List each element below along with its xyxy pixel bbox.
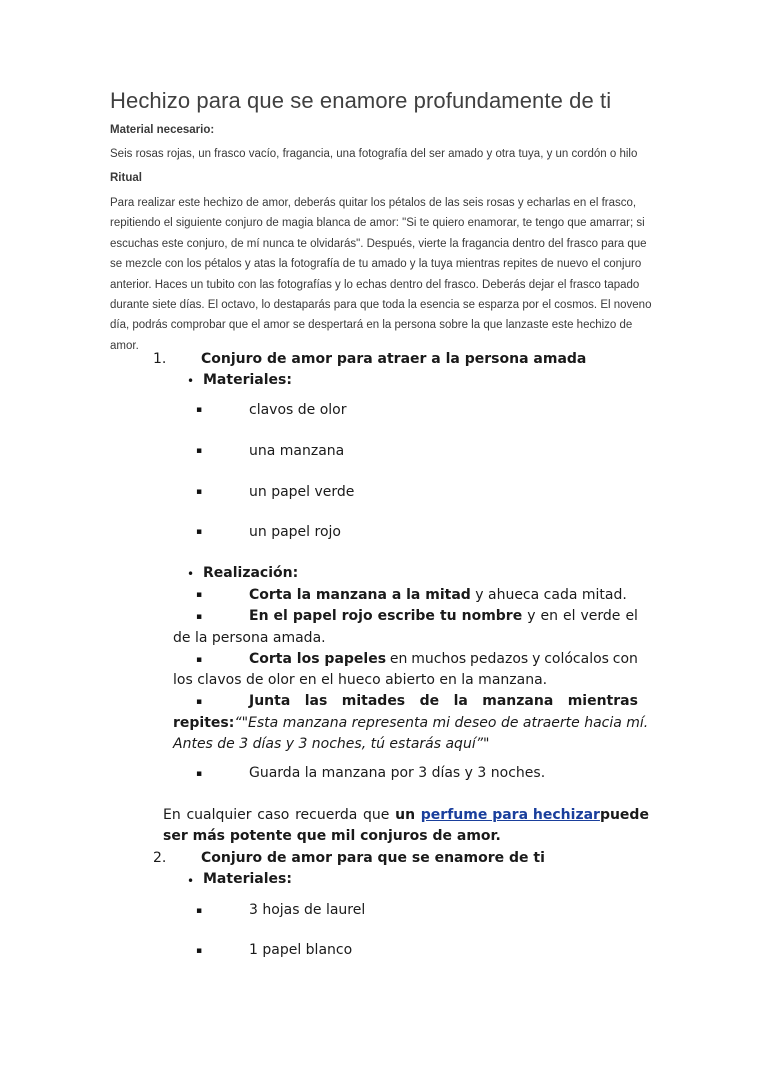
page-title: Hechizo para que se enamore profundamente de ti: [110, 88, 612, 113]
materials-label-2: Materiales:: [203, 871, 292, 887]
perfume-link[interactable]: perfume para hechizar: [420, 807, 600, 823]
step-4-line1: Junta las mitades de la manzana mientras: [249, 693, 638, 709]
material-item: una manzana: [249, 443, 345, 459]
square-bullet: ▪: [196, 769, 203, 779]
step-1: Corta la manzana a la mitad y ahueca cada mitad.: [249, 587, 627, 603]
section2-heading: Conjuro de amor para que se enamore de ti: [201, 850, 545, 866]
square-bullet: ▪: [196, 405, 203, 415]
material-text: Seis rosas rojas, un frasco vacío, fragancia, una fotografía del ser amado y otra tuya, y un cordón o hilo: [110, 148, 638, 160]
material-heading: Material necesario:: [110, 124, 215, 136]
note-line1: En cualquier caso recuerda que un perfume para hechizarpuede: [163, 807, 649, 823]
square-bullet: ▪: [196, 446, 203, 456]
section2-number: 2.: [153, 850, 167, 866]
square-bullet: ▪: [196, 527, 203, 537]
section1-number: 1.: [153, 351, 167, 367]
square-bullet: ▪: [196, 946, 203, 956]
ritual-line: durante siete días. El octavo, lo destaparás para que toda la esencia se esparza por el cosmos. El noveno: [110, 299, 652, 312]
step-5: Guarda la manzana por 3 días y 3 noches.: [249, 765, 546, 781]
square-bullet: ▪: [196, 697, 203, 707]
square-bullet: ▪: [196, 612, 203, 622]
ritual-line: escuchas este conjuro, de mí nunca te olvidarás". Después, vierte la fragancia dentro del frasco para que: [110, 237, 647, 250]
material-item: clavos de olor: [249, 402, 347, 418]
step-2-line1: En el papel rojo escribe tu nombre y en el verde el: [249, 608, 638, 624]
round-bullet: •: [187, 374, 195, 388]
material-item: un papel rojo: [249, 524, 341, 540]
square-bullet: ▪: [196, 906, 203, 916]
material-item: 1 papel blanco: [249, 942, 353, 958]
square-bullet: ▪: [196, 655, 203, 665]
ritual-line: repitiendo el siguiente conjuro de magia blanca de amor: "Si te quiero enamorar, te tengo que amarrar; si: [110, 217, 645, 230]
note-line2: ser más potente que mil conjuros de amor.: [163, 828, 501, 844]
materials-label: Materiales:: [203, 372, 292, 388]
step-4-line3: Antes de 3 días y 3 noches, tú estarás aquí”": [173, 736, 490, 752]
ritual-line: Para realizar este hechizo de amor, deberás quitar los pétalos de las seis rosas y echarlas en el frasco,: [110, 197, 637, 209]
ritual-paragraph: [110, 193, 655, 356]
ritual-line: amor.: [110, 339, 139, 352]
material-item: 3 hojas de laurel: [249, 902, 366, 918]
square-bullet: ▪: [196, 487, 203, 497]
ritual-line: anterior. Haces un tubito con las fotografías y lo echas dentro del frasco. Deberás dejar el frasco tapado: [110, 278, 640, 291]
round-bullet: •: [187, 567, 195, 581]
step-4-line2: repites:“"Esta manzana representa mi deseo de atraerte hacia mí.: [173, 715, 649, 731]
realization-label: Realización:: [203, 565, 299, 581]
step-3-line2: los clavos de olor en el hueco abierto en la manzana.: [173, 672, 548, 688]
square-bullet: ▪: [196, 590, 203, 600]
step-3-line1: Corta los papeles en muchos pedazos y colócalos con: [249, 651, 638, 667]
material-item: un papel verde: [249, 484, 355, 500]
step-2-line2: de la persona amada.: [173, 630, 326, 646]
round-bullet: •: [187, 874, 195, 888]
ritual-line: se mezcle con los pétalos y atas la fotografía de tu amado y la tuya mientras repites de nuevo el conjuro: [110, 258, 642, 271]
ritual-heading: Ritual: [110, 172, 142, 184]
section1-heading: Conjuro de amor para atraer a la persona amada: [201, 351, 587, 367]
ritual-line: día, podrás comprobar que el amor se despertará en la persona sobre la que lanzaste este hechizo de: [110, 319, 633, 332]
